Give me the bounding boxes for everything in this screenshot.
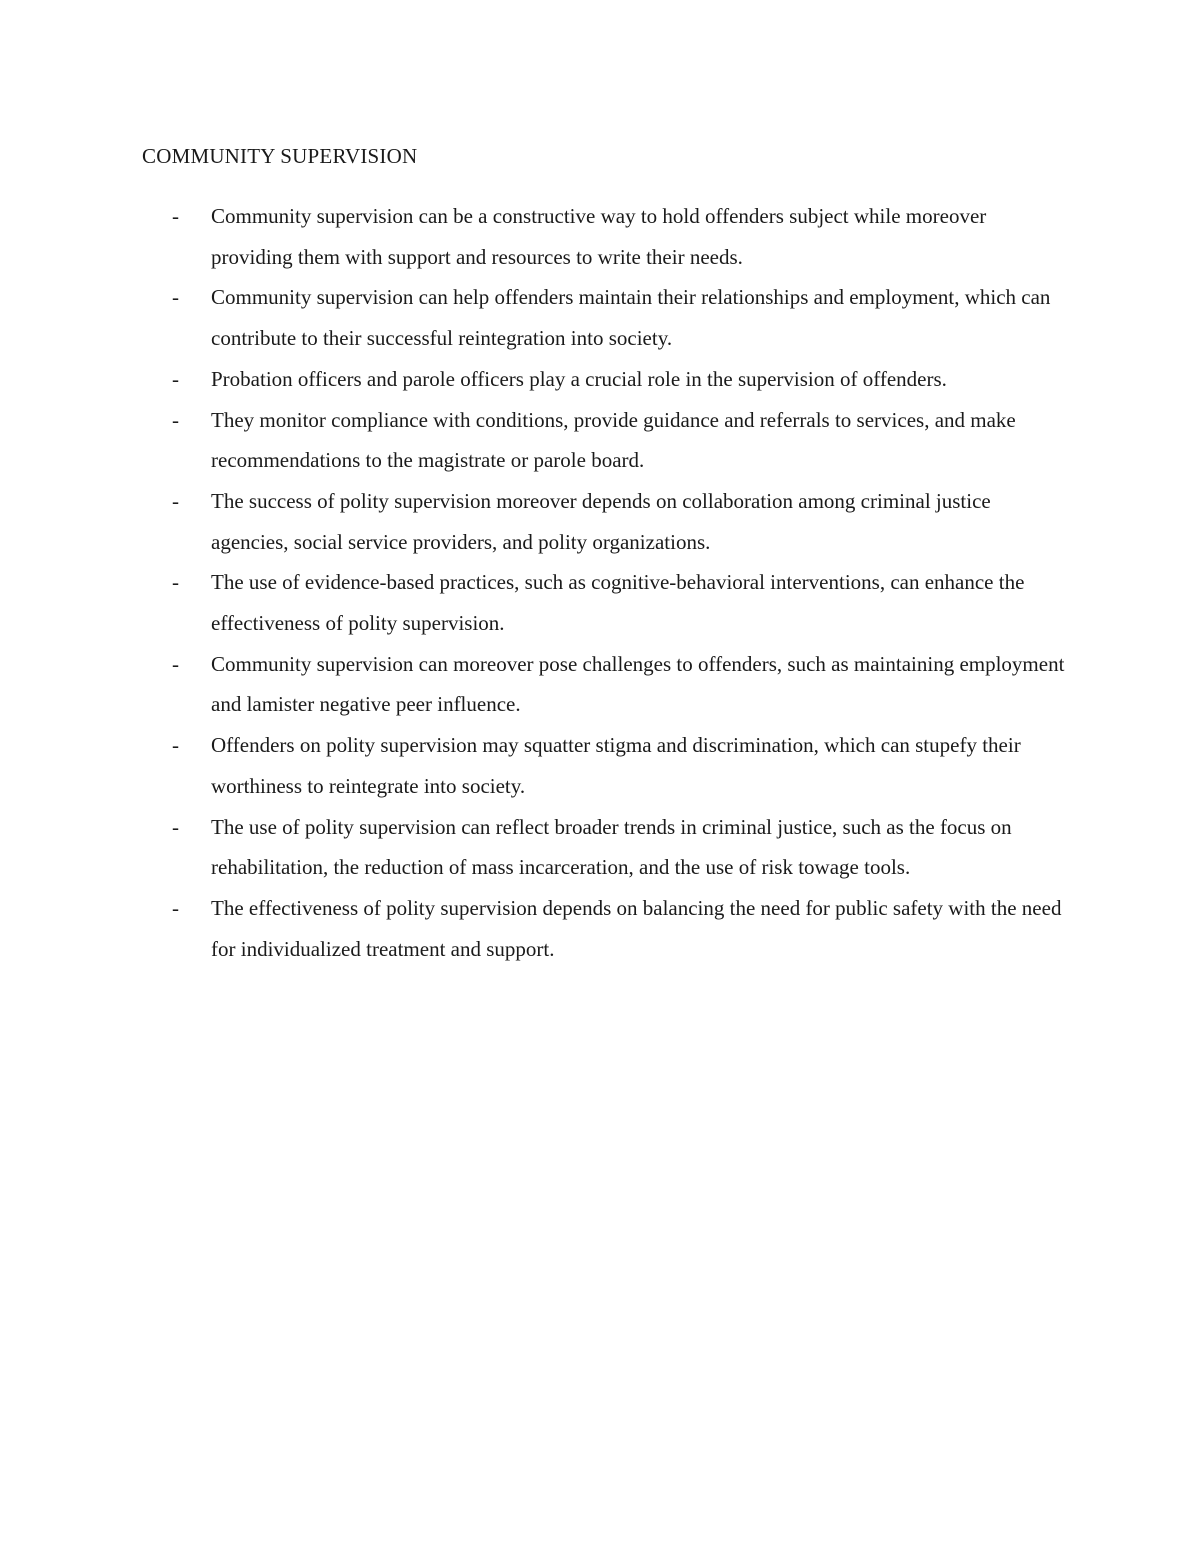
list-item-text: The effectiveness of polity supervision depends on balancing the need for public safety with the need for individualized treatment and support.: [211, 895, 1062, 961]
list-item: [172, 359, 1072, 400]
dash-bullet: -: [172, 407, 179, 432]
list-item: [172, 277, 1072, 358]
list-item: [172, 196, 1072, 277]
dash-bullet: -: [172, 895, 179, 920]
dash-bullet: -: [172, 651, 179, 676]
list-item-text: Community supervision can be a constructive way to hold offenders subject while moreover providing them with support and resources to write their needs.: [211, 204, 987, 269]
list-item: [172, 644, 1072, 725]
list-item-text: Community supervision can help offenders maintain their relationships and employment, which can contribute to their successful reintegration into society.: [211, 285, 1051, 351]
dash-bullet: -: [172, 733, 179, 758]
list-item-text: The use of evidence-based practices, such as cognitive-behavioral interventions, can enhance the effectiveness of polity supervision.: [211, 570, 1025, 636]
dash-bullet: -: [172, 366, 179, 391]
dash-bullet: -: [172, 204, 179, 228]
document-title: COMMUNITY SUPERVISION: [142, 144, 418, 168]
list-item: [172, 725, 1072, 806]
list-item-text: The use of polity supervision can reflect broader trends in criminal justice, such as the focus on rehabilitation, the reduction of mass incarceration, and the use of risk towage tools.: [211, 814, 1012, 880]
dash-bullet: -: [172, 570, 179, 595]
list-item-text: The success of polity supervision moreover depends on collaboration among criminal justice agencies, social service providers, and polity organizations.: [211, 488, 991, 554]
list-item-text: They monitor compliance with conditions, provide guidance and referrals to services, and make recommendations to the magistrate or parole board.: [211, 407, 1016, 473]
list-item: [172, 400, 1072, 481]
list-item: [172, 481, 1072, 562]
bullet-list: [172, 196, 1072, 969]
dash-bullet: -: [172, 814, 179, 839]
list-item-text: Offenders on polity supervision may squatter stigma and discrimination, which can stupefy their worthiness to reintegrate into society.: [211, 733, 1021, 798]
list-item: [172, 562, 1072, 643]
list-item-text: Probation officers and parole officers play a crucial role in the supervision of offenders.: [211, 366, 947, 391]
dash-bullet: -: [172, 285, 179, 310]
list-item-text: Community supervision can moreover pose challenges to offenders, such as maintaining employment and lamister negative peer influence.: [211, 651, 1065, 717]
list-item: [172, 807, 1072, 888]
dash-bullet: -: [172, 488, 179, 513]
list-item: [172, 888, 1072, 969]
